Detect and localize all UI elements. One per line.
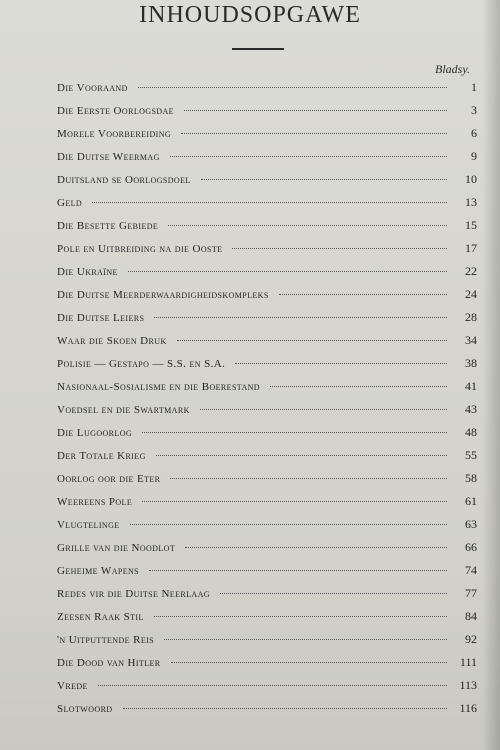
toc-entry-title: Die Duitse Weermag [57,151,160,163]
toc-entry-title: Die Besette Gebiede [57,220,159,232]
toc-entry-page: 111 [459,655,477,669]
dot-leader [98,684,447,686]
toc-entry [57,563,477,579]
toc-entry [57,678,477,694]
toc-entry-page: 38 [465,356,477,370]
toc-entry-page: 41 [465,379,477,393]
toc-entry [57,655,477,671]
toc-entry-title: Pole en Uitbreiding na die Ooste [57,243,223,255]
toc-entry-page: 6 [471,126,477,140]
toc-entry [57,149,477,165]
dot-leader [184,109,447,111]
toc-entry-page: 66 [465,540,477,554]
dot-leader [185,546,447,548]
toc-entry-title: Die Lugoorlog [57,427,133,439]
toc-entry-page: 84 [465,609,477,623]
toc-entry-title: Die Duitse Leiers [57,312,145,324]
dot-leader [181,132,447,134]
toc-entry-title: Geheime Wapens [57,565,140,577]
toc-entry-title: Die Eerste Oorlogsdae [57,105,174,117]
toc-entry-page: 15 [465,218,477,232]
dot-leader [177,339,447,341]
toc-entry-page: 113 [459,678,477,692]
toc-entry-page: 1 [471,80,477,94]
dot-leader [138,86,447,88]
toc-entry [57,356,477,372]
dot-leader [154,316,447,318]
dot-leader [232,247,447,249]
toc-entry-page: 17 [465,241,477,255]
toc-entry-title: Der Totale Krieg [57,450,146,462]
toc-entry [57,586,477,602]
page-title: INHOUDSOPGAWE [139,2,361,28]
toc-entry-page: 116 [459,701,477,715]
toc-entry-page: 92 [465,632,477,646]
toc-entry-page: 22 [465,264,477,278]
toc-entry-page: 28 [465,310,477,324]
toc-entry-page: 10 [465,172,477,186]
toc-entry [57,195,477,211]
dot-leader [164,638,447,640]
dot-leader [235,362,447,364]
dot-leader [201,178,447,180]
toc-entry-page: 24 [465,287,477,301]
toc-entry-title: Polisie — Gestapo — S.S. en S.A. [57,358,226,370]
dot-leader [220,592,447,594]
toc-entry-title: Slotwoord [57,703,113,715]
toc-entry-page: 34 [465,333,477,347]
dot-leader [200,408,447,410]
toc-entry-page: 61 [465,494,477,508]
dot-leader [149,569,447,571]
toc-entry-title: Grille van die Noodlot [57,542,176,554]
toc-entry-page: 77 [465,586,477,600]
dot-leader [270,385,447,387]
toc-entry-title: Duitsland se Oorlogsdoel [57,174,191,186]
toc-entry-title: Die Ukraïne [57,266,118,278]
toc-entry [57,517,477,533]
dot-leader [279,293,447,295]
toc-entry-title: Weereens Pole [57,496,133,508]
toc-entry [57,609,477,625]
toc-entry-title: Redes vir die Duitse Neerlaag [57,588,210,600]
toc-entry [57,471,477,487]
dot-leader [142,500,447,502]
toc-entry [57,540,477,556]
dot-leader [171,661,447,663]
toc-entry-page: 55 [465,448,477,462]
toc-entry [57,287,477,303]
toc-entry-title: Voedsel en die Swartmark [57,404,190,416]
toc-entry [57,264,477,280]
toc-entry [57,701,477,717]
toc-entry-page: 58 [465,471,477,485]
toc-entry-page: 13 [465,195,477,209]
toc-entry [57,632,477,648]
toc-entry [57,494,477,510]
toc-entry [57,425,477,441]
toc-entry-title: Waar die Skoen Druk [57,335,167,347]
title-rule [232,48,284,50]
toc-entry-title: 'n Uitputtende Reis [57,634,155,646]
dot-leader [128,270,447,272]
toc-entry [57,379,477,395]
toc-entry-title: Oorlog oor die Eter [57,473,161,485]
dot-leader [168,224,447,226]
toc-entry-title: Morele Voorbereiding [57,128,172,140]
toc-entry-title: Zeesen Raak Stil [57,611,144,623]
toc-entry-title: Vrede [57,680,88,692]
toc-entry-page: 63 [465,517,477,531]
toc-entry-title: Nasionaal-Sosialisme en die Boerestand [57,381,260,393]
toc-entry [57,80,477,96]
dot-leader [130,523,447,525]
dot-leader [92,201,447,203]
dot-leader [156,454,447,456]
toc-entry [57,241,477,257]
toc-entry-title: Die Duitse Meerderwaardigheidskompleks [57,289,269,301]
dot-leader [123,707,448,709]
dot-leader [170,155,447,157]
page-column-label: Bladsy. [435,62,470,76]
toc-entry [57,448,477,464]
toc-entry-page: 43 [465,402,477,416]
toc-entry-page: 3 [471,103,477,117]
toc-entry [57,402,477,418]
toc-entry [57,126,477,142]
toc-entry-title: Die Dood van Hitler [57,657,161,669]
toc-entry [57,172,477,188]
toc-entry-title: Vlugtelinge [57,519,120,531]
dot-leader [154,615,447,617]
toc-entry-title: Die Vooraand [57,82,128,94]
dot-leader [142,431,447,433]
toc-entry [57,218,477,234]
dot-leader [170,477,447,479]
toc-entry-page: 9 [471,149,477,163]
toc-entry-title: Geld [57,197,83,209]
toc-entry [57,333,477,349]
toc-entry [57,310,477,326]
toc-entry [57,103,477,119]
toc-entry-page: 48 [465,425,477,439]
toc-entry-page: 74 [465,563,477,577]
